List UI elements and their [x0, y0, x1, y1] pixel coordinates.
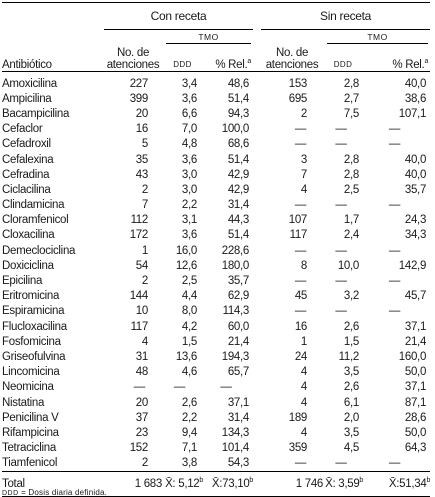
ddd-sin-receta: 2,0 [343, 411, 360, 424]
antibiotic-name: Griseofulvina [2, 350, 66, 363]
ddd-sin-receta: — [335, 305, 347, 318]
total-atenciones-con: 1 683 [104, 471, 162, 496]
ddd-sin-receta: 2,6 [343, 320, 360, 333]
atenciones-sin-receta: 4 [300, 396, 308, 409]
rel-sin-receta: — [388, 199, 401, 212]
antibiotic-name: Fosfomicina [2, 335, 61, 348]
ddd-con-receta: 1,5 [181, 335, 197, 348]
rel-con-receta: 51,4 [227, 153, 250, 166]
antibiotic-name: Cloxacilina [2, 229, 55, 242]
ddd-con-receta: 3,1 [181, 214, 197, 227]
ddd-sin-receta: — [335, 275, 347, 288]
table-body [2, 72, 430, 472]
table-row [2, 456, 430, 472]
table-row [2, 289, 430, 304]
ddd-con-receta: 7,0 [181, 123, 197, 136]
atenciones-con-receta: 35 [135, 153, 148, 166]
ddd-con-receta: 4,2 [181, 320, 197, 333]
rel-sin-receta: 38,6 [404, 92, 427, 105]
atenciones-con-receta: 31 [135, 350, 148, 363]
rel-con-receta: 31,4 [227, 199, 250, 212]
ddd-sin-receta: — [335, 457, 347, 470]
atenciones-con-receta: 117 [130, 320, 148, 333]
ddd-sin-receta: 4,5 [343, 442, 360, 455]
rel-con-receta: — [220, 381, 232, 394]
atenciones-sin-receta: — [294, 138, 307, 151]
table-row [2, 167, 430, 182]
column-header-ddd-con: DDD [162, 44, 203, 72]
table-row [2, 319, 430, 334]
footnote [2, 488, 107, 497]
antibiotic-name: Tetraciclina [2, 442, 56, 455]
antibiotic-name: Clindamicina [2, 199, 65, 212]
ddd-con-receta: 3,6 [181, 92, 197, 105]
antibiotic-name: Eritromicina [2, 290, 60, 303]
table-row [2, 182, 430, 197]
rel-con-receta: 60,0 [227, 320, 250, 333]
total-atenciones-sin: 1 746 [261, 471, 323, 496]
rel-sin-receta: 142,9 [398, 259, 427, 272]
atenciones-con-receta: 227 [129, 77, 148, 90]
atenciones-sin-receta: — [294, 457, 307, 470]
ddd-con-receta: 2,2 [181, 199, 197, 212]
table-row [2, 425, 430, 440]
ddd-sin-receta: 2,4 [343, 229, 360, 242]
total-rel-con: X̄:73,10$^b$ [203, 471, 253, 496]
atenciones-con-receta: — [133, 381, 145, 394]
ddd-con-receta: 3,8 [181, 457, 197, 470]
atenciones-sin-receta: 4 [300, 426, 308, 439]
rel-sin-receta: 37,1 [404, 320, 427, 333]
rel-sin-receta: — [388, 305, 401, 318]
antibiotic-name: Flucloxacilina [2, 320, 67, 333]
rel-sin-receta: — [388, 138, 401, 151]
rel-con-receta: 31,4 [227, 411, 250, 424]
atenciones-sin-receta: — [294, 199, 307, 212]
ddd-con-receta: 8,0 [181, 305, 197, 318]
column-header-atenciones-sin: No. de atenciones [261, 44, 323, 72]
rel-sin-receta: 45,7 [404, 290, 427, 303]
ddd-sin-receta: 1,5 [343, 335, 360, 348]
rel-con-receta: 94,3 [227, 107, 250, 120]
antibiotic-name: Cefalexina [2, 153, 54, 166]
total-rel-sin: X̄:51,34$^b$ [363, 471, 430, 496]
ddd-con-receta: 16,0 [175, 244, 197, 257]
ddd-con-receta: 4,6 [181, 366, 197, 379]
rel-sin-receta: 87,1 [404, 396, 427, 409]
column-header-rel-con: % Rel.$^a$ [203, 44, 253, 72]
ddd-sin-receta: 7,5 [343, 107, 360, 120]
rel-sin-receta: 37,1 [404, 381, 427, 394]
rel-sin-receta: 50,0 [404, 366, 427, 379]
total-ddd-sin: X̄: 3,59$^b$ [323, 471, 363, 496]
antibiotic-name: Cefaclor [2, 123, 43, 136]
table-row [2, 304, 430, 319]
rel-sin-receta: 34,3 [404, 229, 427, 242]
ddd-sin-receta: 2,8 [343, 77, 360, 90]
atenciones-con-receta: 5 [141, 138, 148, 151]
ddd-con-receta: 2,2 [181, 411, 197, 424]
atenciones-sin-receta: 1 [300, 335, 308, 348]
ddd-sin-receta: 3,2 [343, 290, 360, 303]
total-ddd-con: X̄: 5,12$^b$ [162, 471, 203, 496]
antibiotic-name: Cefradina [2, 168, 50, 181]
rel-con-receta: 65,7 [227, 366, 250, 379]
rel-sin-receta: 35,7 [404, 183, 427, 196]
atenciones-sin-receta: 24 [294, 350, 308, 363]
rel-sin-receta: 64,3 [404, 442, 427, 455]
group-header-con-receta: Con receta [104, 3, 253, 30]
atenciones-sin-receta: 359 [288, 442, 308, 455]
column-header-atenciones-con: No. de atenciones [104, 44, 162, 72]
atenciones-con-receta: 152 [129, 442, 148, 455]
ddd-con-receta: 3,0 [181, 183, 197, 196]
rel-sin-receta: — [388, 457, 401, 470]
rel-sin-receta: — [388, 244, 401, 257]
atenciones-con-receta: 54 [135, 259, 148, 272]
atenciones-sin-receta: 4 [300, 366, 308, 379]
atenciones-sin-receta: 189 [288, 411, 308, 424]
atenciones-sin-receta: 7 [300, 168, 308, 181]
ddd-sin-receta: 2,8 [343, 168, 360, 181]
ddd-sin-receta: 2,5 [343, 183, 360, 196]
atenciones-con-receta: 23 [135, 426, 148, 439]
table-row [2, 258, 430, 273]
rel-con-receta: 100,0 [221, 123, 250, 136]
table-row [2, 91, 430, 106]
atenciones-sin-receta: 117 [289, 229, 308, 242]
rel-con-receta: 68,6 [227, 138, 250, 151]
antibiotic-name: Ciclacilina [2, 183, 51, 196]
table-row [2, 365, 430, 380]
ddd-sin-receta: 3,5 [343, 366, 360, 379]
atenciones-sin-receta: 4 [300, 183, 308, 196]
ddd-con-receta: 6,6 [181, 107, 197, 120]
column-header-antibiotico: Antibiótico [2, 44, 104, 72]
footnote-abbr: DDD [2, 490, 19, 497]
table-row [2, 273, 430, 288]
table-row [2, 122, 430, 137]
table-row [2, 380, 430, 395]
table-row [2, 441, 430, 456]
atenciones-sin-receta: — [294, 305, 307, 318]
rel-sin-receta: 40,0 [404, 77, 427, 90]
ddd-sin-receta: — [335, 123, 347, 136]
rel-sin-receta: 24,3 [404, 214, 427, 227]
rel-con-receta: 42,9 [227, 168, 250, 181]
rel-con-receta: 35,7 [227, 275, 250, 288]
ddd-sin-receta: 2,8 [343, 153, 360, 166]
atenciones-con-receta: 20 [135, 396, 148, 409]
rel-sin-receta: 40,0 [404, 153, 427, 166]
rel-sin-receta: 160,0 [398, 350, 427, 363]
antibiotic-name: Nistatina [2, 396, 45, 409]
rel-con-receta: 228,6 [221, 244, 250, 257]
atenciones-con-receta: 7 [141, 199, 148, 212]
atenciones-con-receta: 144 [129, 290, 148, 303]
rel-con-receta: 114,3 [222, 305, 250, 318]
ddd-sin-receta: 6,1 [343, 396, 360, 409]
table-row [2, 349, 430, 364]
antibiotic-name: Bacampicilina [2, 107, 70, 120]
antibiotic-name: Ampicilina [2, 92, 52, 105]
footnote-text: = Dosis diaria definida. [18, 488, 108, 497]
atenciones-con-receta: 20 [135, 107, 148, 120]
atenciones-sin-receta: — [294, 275, 307, 288]
ddd-con-receta: 3,4 [181, 77, 197, 90]
atenciones-sin-receta: — [294, 244, 307, 257]
antibiotic-name: Cefadroxil [2, 138, 51, 151]
total-label: Total [2, 471, 104, 496]
atenciones-sin-receta: 45 [294, 290, 308, 303]
table-row [2, 334, 430, 349]
ddd-con-receta: 3,6 [181, 153, 197, 166]
atenciones-sin-receta: 2 [300, 107, 308, 120]
rel-con-receta: 21,4 [227, 335, 250, 348]
atenciones-con-receta: 399 [129, 92, 148, 105]
atenciones-sin-receta: 153 [288, 77, 308, 90]
atenciones-con-receta: 43 [135, 168, 148, 181]
atenciones-con-receta: 2 [141, 457, 148, 470]
atenciones-sin-receta: 8 [300, 259, 308, 272]
rel-sin-receta: 40,0 [404, 168, 427, 181]
ddd-con-receta: 7,1 [181, 442, 197, 455]
atenciones-con-receta: 1 [141, 244, 148, 257]
rel-sin-receta: — [388, 275, 401, 288]
column-header-rel-sin: % Rel.$^a$ [363, 44, 430, 72]
rel-sin-receta: 21,4 [404, 335, 427, 348]
rel-con-receta: 54,3 [227, 457, 250, 470]
table-row [2, 72, 430, 92]
atenciones-con-receta: 112 [130, 214, 148, 227]
antibiotic-name: Cloramfenicol [2, 214, 69, 227]
antibiotic-consumption-table [2, 2, 430, 497]
atenciones-con-receta: 37 [135, 411, 148, 424]
atenciones-sin-receta: 16 [294, 320, 308, 333]
antibiotic-name: Rifampicina [2, 426, 59, 439]
ddd-con-receta: 12,6 [175, 259, 197, 272]
table-row [2, 410, 430, 425]
atenciones-con-receta: 48 [135, 366, 148, 379]
rel-sin-receta: 50,0 [404, 426, 427, 439]
atenciones-sin-receta: 695 [288, 92, 308, 105]
atenciones-sin-receta: 3 [300, 153, 308, 166]
table-row [2, 198, 430, 213]
ddd-con-receta: 3,0 [181, 168, 197, 181]
antibiotic-name: Espiramicina [2, 305, 65, 318]
rel-con-receta: 62,9 [227, 290, 250, 303]
group-header-sin-receta: Sin receta [261, 3, 430, 30]
ddd-con-receta: 9,4 [181, 426, 197, 439]
atenciones-con-receta: 4 [141, 335, 148, 348]
rel-con-receta: 44,3 [227, 214, 250, 227]
ddd-con-receta: 3,6 [181, 229, 197, 242]
header-blank [2, 3, 104, 30]
rel-con-receta: 51,4 [227, 92, 250, 105]
table-row [2, 213, 430, 228]
antibiotic-name: Neomicina [2, 381, 54, 394]
rel-con-receta: 37,1 [227, 396, 250, 409]
tmo-header-sin: TMO [323, 30, 430, 45]
ddd-sin-receta: — [335, 199, 347, 212]
rel-sin-receta: 28,6 [404, 411, 427, 424]
atenciones-con-receta: 10 [135, 305, 148, 318]
ddd-sin-receta: — [335, 138, 347, 151]
ddd-sin-receta: 10,0 [337, 259, 360, 272]
atenciones-con-receta: 2 [141, 183, 148, 196]
rel-con-receta: 180,0 [221, 259, 250, 272]
antibiotic-name: Amoxicilina [2, 77, 57, 90]
ddd-con-receta: — [173, 381, 186, 394]
atenciones-con-receta: 2 [141, 275, 148, 288]
antibiotic-name: Tiamfenicol [2, 457, 58, 470]
ddd-sin-receta: 3,5 [343, 426, 360, 439]
atenciones-con-receta: 172 [129, 229, 148, 242]
table-row [2, 243, 430, 258]
table-row [2, 106, 430, 121]
ddd-con-receta: 4,8 [181, 138, 197, 151]
column-header-ddd-sin: DDD [323, 44, 363, 72]
ddd-con-receta: 2,5 [181, 275, 197, 288]
tmo-header-con: TMO [162, 30, 253, 45]
antibiotic-name: Demeclociclina [2, 244, 76, 257]
ddd-sin-receta: 2,6 [343, 381, 360, 394]
table-row [2, 228, 430, 243]
ddd-con-receta: 13,6 [175, 350, 197, 363]
ddd-sin-receta: — [335, 244, 347, 257]
antibiotic-name: Doxiciclina [2, 259, 54, 272]
atenciones-sin-receta: — [294, 123, 307, 136]
atenciones-sin-receta: 107 [288, 214, 308, 227]
rel-sin-receta: 107,1 [398, 107, 427, 120]
table-row [2, 137, 430, 152]
rel-sin-receta: — [388, 123, 401, 136]
ddd-sin-receta: 11,2 [338, 350, 360, 363]
antibiotic-name: Lincomicina [2, 366, 60, 379]
table-row [2, 395, 430, 410]
table-row [2, 152, 430, 167]
rel-con-receta: 194,3 [221, 350, 250, 363]
antibiotic-name: Penicilina V [2, 411, 59, 424]
rel-con-receta: 101,4 [221, 442, 250, 455]
atenciones-sin-receta: 4 [300, 381, 308, 394]
antibiotic-name: Epicilina [2, 275, 43, 288]
rel-con-receta: 42,9 [227, 183, 250, 196]
ddd-con-receta: 4,4 [181, 290, 197, 303]
rel-con-receta: 51,4 [227, 229, 250, 242]
ddd-con-receta: 2,6 [181, 396, 197, 409]
atenciones-con-receta: 16 [135, 123, 148, 136]
rel-con-receta: 48,6 [227, 77, 250, 90]
ddd-sin-receta: 1,7 [343, 214, 360, 227]
rel-con-receta: 134,3 [221, 426, 250, 439]
ddd-sin-receta: 2,7 [343, 92, 360, 105]
